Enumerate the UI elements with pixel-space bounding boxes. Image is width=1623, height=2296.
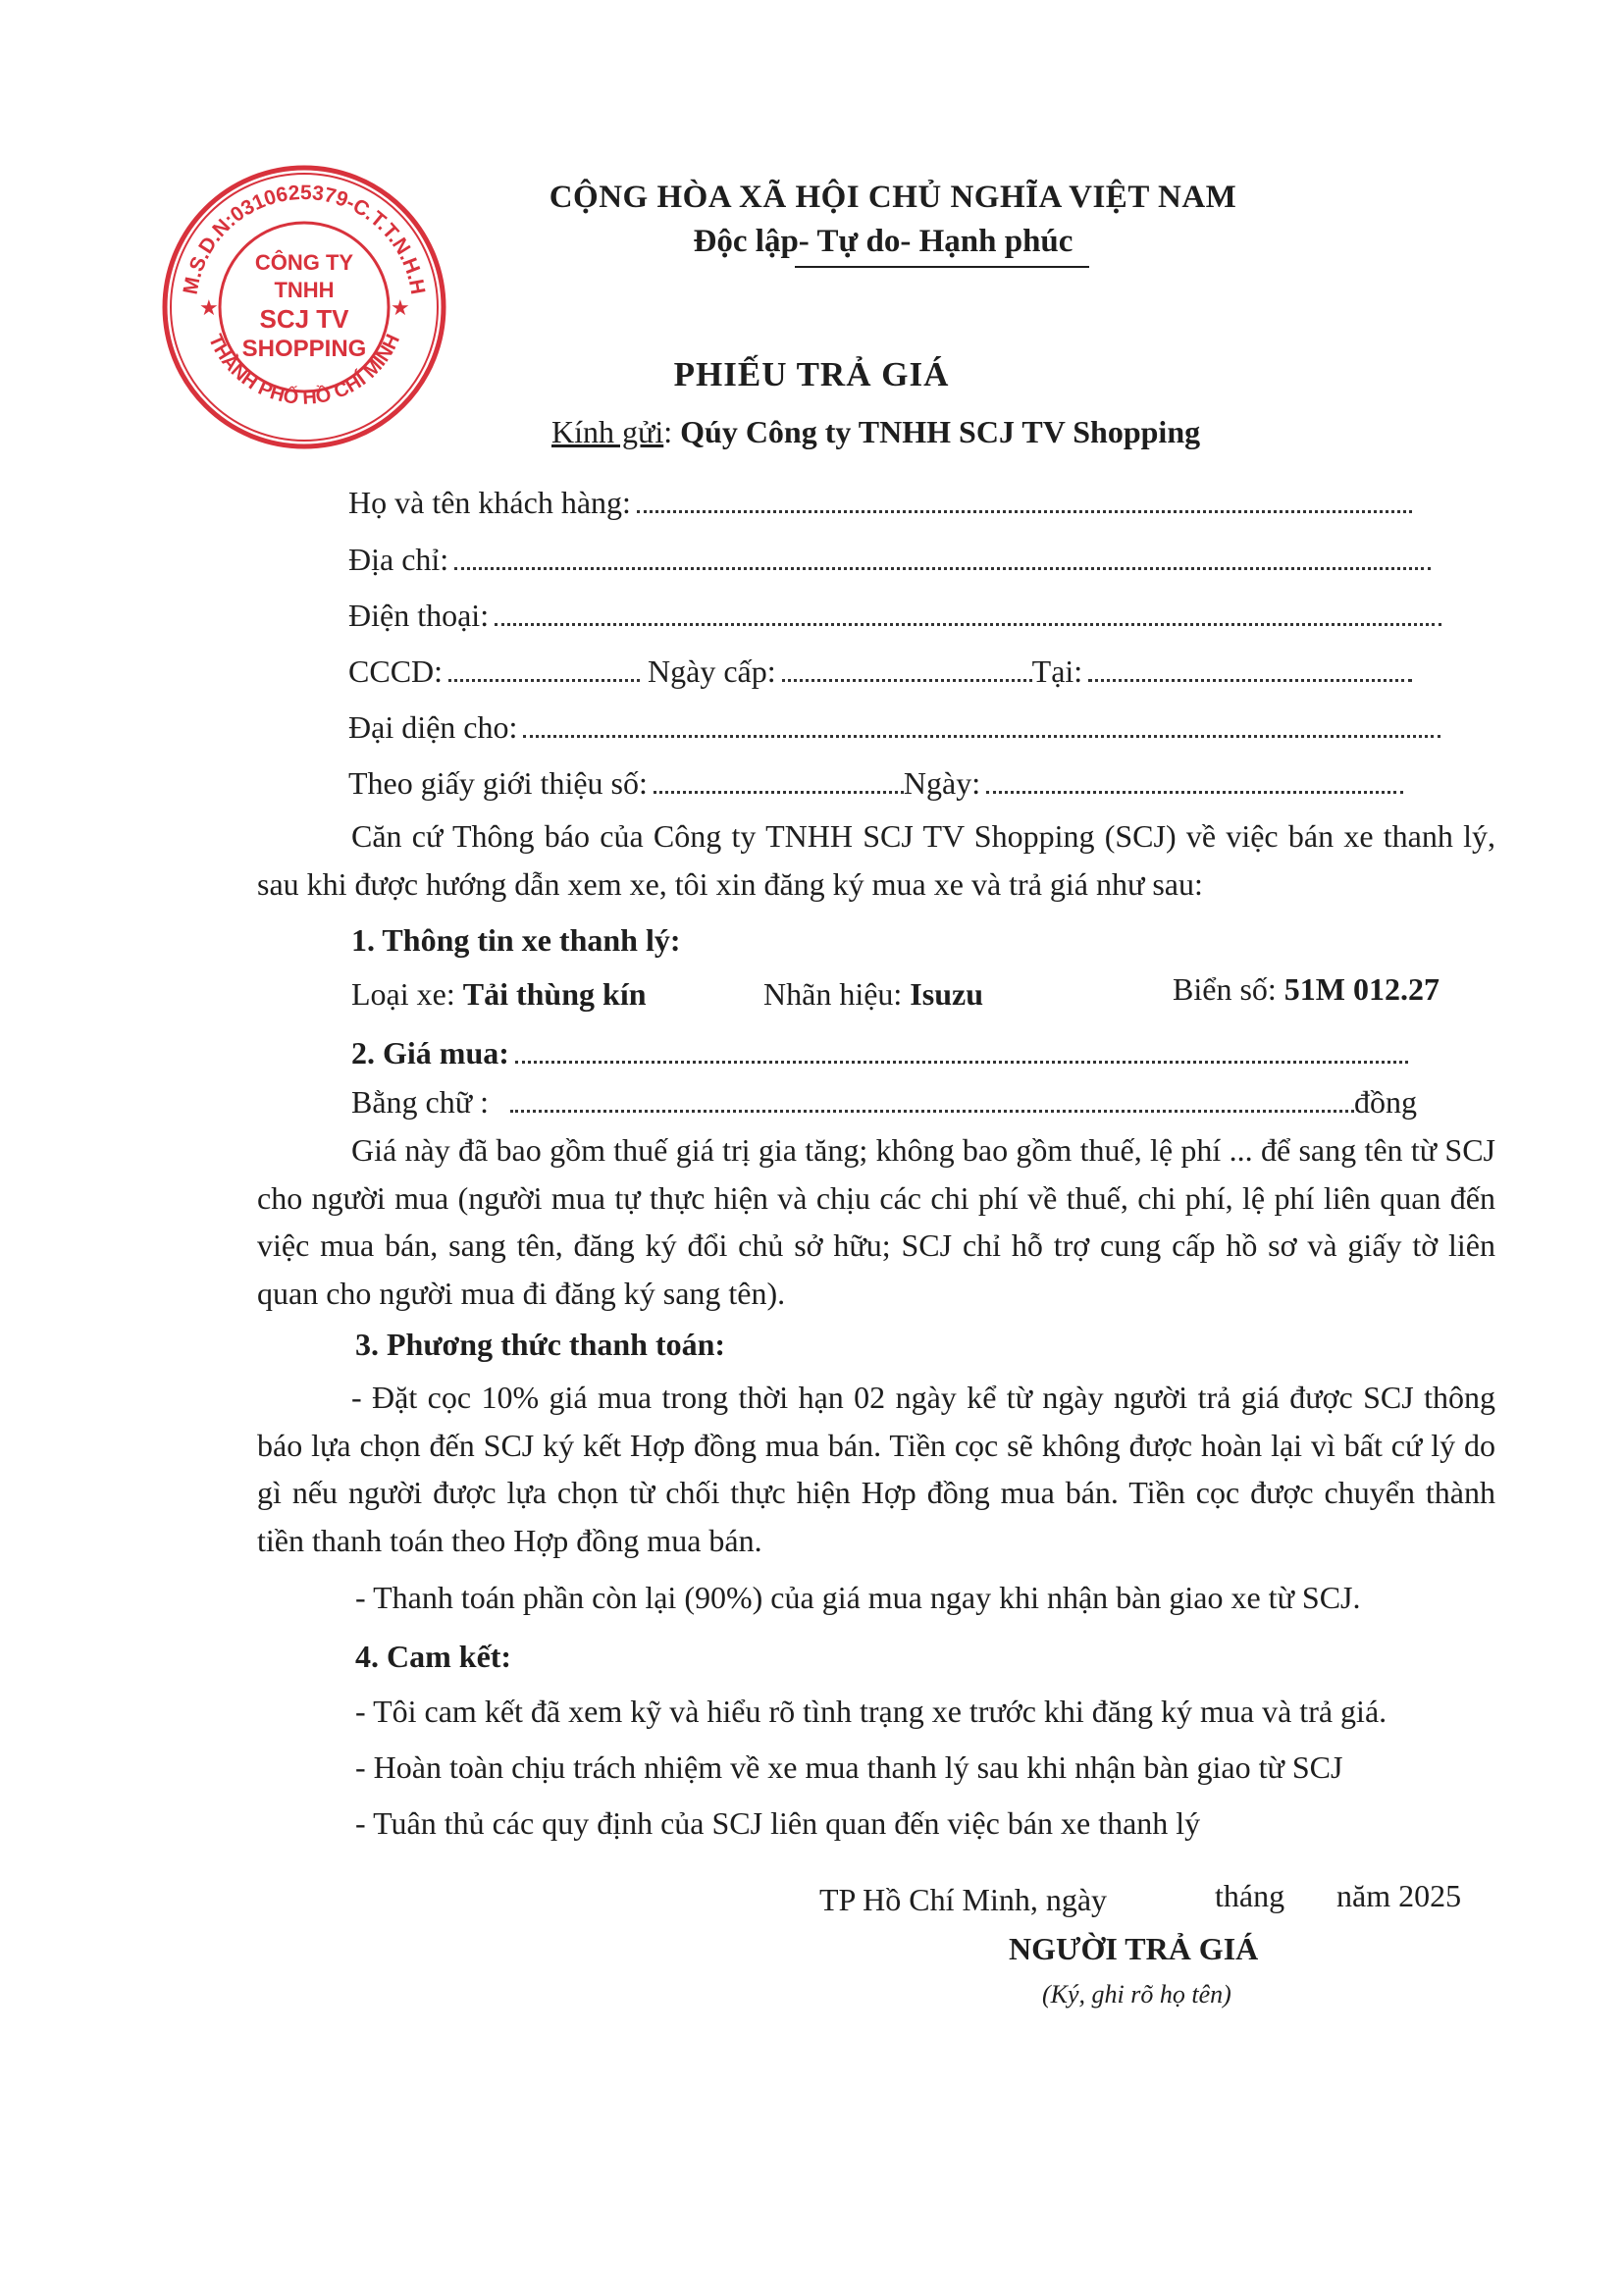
vehicle-plate-value: 51M 012.27: [1283, 971, 1440, 1007]
section-2-heading: 2. Giá mua:: [351, 1035, 509, 1070]
document-title: PHIẾU TRẢ GIÁ: [673, 355, 950, 393]
commitment-1: - Tôi cam kết đã xem kỹ và hiểu rõ tình trạng xe trước khi đăng ký mua và trả giá.: [355, 1694, 1387, 1729]
stamp-graphic: [157, 160, 451, 454]
representative-blank[interactable]: [523, 713, 1440, 738]
phone-blank[interactable]: [495, 601, 1441, 626]
id-card-blank[interactable]: [448, 657, 640, 682]
vehicle-type: [351, 976, 647, 1013]
price-words-blank[interactable]: [510, 1088, 1354, 1113]
referral-label: Theo giấy giới thiệu số:: [348, 765, 648, 801]
stamp-ring-text: M.S.D.N:0310625379-C.T.T.N.H.H: [179, 181, 430, 296]
price-blank[interactable]: [515, 1039, 1408, 1064]
vehicle-type-label: Loại xe:: [351, 976, 455, 1012]
signature-hint: (Ký, ghi rõ họ tên): [1042, 1980, 1231, 2009]
address-label: Địa chỉ:: [348, 542, 449, 577]
stamp-star-right: ★: [391, 296, 410, 321]
phone-field: [348, 598, 1441, 634]
recipient-name: Qúy Công ty TNHH SCJ TV Shopping: [680, 414, 1201, 449]
price-field: [351, 1035, 1408, 1071]
price-words-field: [351, 1084, 1417, 1121]
sign-place-date: [819, 1882, 1107, 1918]
customer-name-field: [348, 485, 1412, 521]
id-card-field: [348, 653, 1412, 690]
referral-blank[interactable]: [654, 769, 904, 794]
recipient-line: Kính gửi: Qúy Công ty TNHH SCJ TV Shopping: [551, 414, 1201, 449]
stamp-bottom-text: THÀNH PHỐ HỒ CHÍ MINH: [203, 331, 405, 409]
price-words-label: Bằng chữ :: [351, 1084, 489, 1120]
customer-name-blank[interactable]: [637, 489, 1412, 513]
commitment-3: - Tuân thủ các quy định của SCJ liên quan đến việc bán xe thanh lý: [355, 1805, 1201, 1841]
price-currency: đồng: [1353, 1084, 1417, 1120]
price-note: Giá này đã bao gồm thuế giá trị gia tăng; không bao gồm thuế, lệ phí ... để sang tên từ SCJ cho người mua (người mua tự thực hiện và chịu các chi phí về thuế, chi phí, lệ phí liên quan đến việc mua bán, sang tên, đăng ký đổi chủ sở hữu; SCJ chỉ hỗ trợ cung cấp hồ sơ và giấy tờ liên quan cho người mua đi đăng ký sang tên).: [257, 1132, 1495, 1311]
nation-name: CỘNG HÒA XÃ HỘI CHỦ NGHĨA VIỆT NAM: [549, 180, 1237, 215]
issue-place-blank[interactable]: [1088, 657, 1412, 682]
payment-deposit: - Đặt cọc 10% giá mua trong thời hạn 02 ngày kể từ ngày người trả giá được SCJ thông báo lựa chọn đến SCJ ký kết Hợp đồng mua bán. Tiền cọc sẽ không được hoàn lại vì bất cứ lý do gì nếu người được lựa chọn từ chối thực hiện Hợp đồng mua bán. Tiền cọc được chuyển thành tiền thanh toán theo Hợp đồng mua bán.: [257, 1380, 1495, 1558]
section-1-heading: 1. Thông tin xe thanh lý:: [351, 922, 681, 958]
section-3-heading: 3. Phương thức thanh toán:: [355, 1327, 726, 1362]
vehicle-brand: [763, 976, 983, 1013]
referral-date-blank[interactable]: [986, 769, 1403, 794]
vehicle-brand-label: Nhãn hiệu:: [763, 976, 903, 1012]
national-motto: Độc lập- Tự do- Hạnh phúc: [693, 224, 1073, 259]
id-card-label: CCCD:: [348, 653, 444, 689]
commitment-2: - Hoàn toàn chịu trách nhiệm về xe mua thanh lý sau khi nhận bàn giao từ SCJ: [355, 1749, 1343, 1785]
representative-field: [348, 709, 1440, 746]
section-4-heading: 4. Cam kết:: [355, 1639, 512, 1674]
company-stamp: [157, 160, 451, 454]
vehicle-brand-value: Isuzu: [910, 976, 983, 1012]
issue-place-label: Tại:: [1031, 653, 1083, 689]
sign-year: năm 2025: [1336, 1878, 1462, 1913]
payment-remaining: - Thanh toán phần còn lại (90%) của giá mua ngay khi nhận bàn giao xe từ SCJ.: [355, 1580, 1361, 1615]
representative-label: Đại diện cho:: [348, 709, 518, 745]
signer-role: NGƯỜI TRẢ GIÁ: [1009, 1931, 1259, 1966]
customer-name-label: Họ và tên khách hàng:: [348, 485, 631, 520]
referral-date-label: Ngày:: [903, 765, 981, 801]
intro-paragraph: Căn cứ Thông báo của Công ty TNHH SCJ TV Shopping (SCJ) về việc bán xe thanh lý, sau khi được hướng dẫn xem xe, tôi xin đăng ký mua xe và trả giá như sau:: [257, 818, 1495, 902]
stamp-line-3: SCJ TV: [259, 304, 349, 334]
stamp-line-4: SHOPPING: [241, 336, 367, 362]
national-header: [422, 180, 1305, 268]
address-blank[interactable]: [454, 546, 1431, 570]
vehicle-type-value: Tải thùng kín: [462, 976, 647, 1012]
stamp-star-left: ★: [199, 296, 219, 321]
phone-label: Điện thoại:: [348, 598, 490, 633]
recipient-label: Kính gửi: [551, 414, 664, 449]
stamp-line-1: CÔNG TY: [254, 250, 354, 275]
address-field: [348, 542, 1431, 578]
vehicle-plate-label: Biển số:: [1173, 971, 1277, 1007]
motto-underline: [795, 266, 1089, 268]
vehicle-plate: [1173, 971, 1440, 1008]
sign-month: tháng: [1215, 1878, 1285, 1913]
stamp-line-2: TNHH: [274, 278, 335, 302]
issue-date-blank[interactable]: [782, 657, 1032, 682]
referral-field: [348, 765, 1403, 802]
sign-place-date-label: TP Hồ Chí Minh, ngày: [819, 1882, 1108, 1917]
issue-date-label: Ngày cấp:: [648, 653, 776, 689]
